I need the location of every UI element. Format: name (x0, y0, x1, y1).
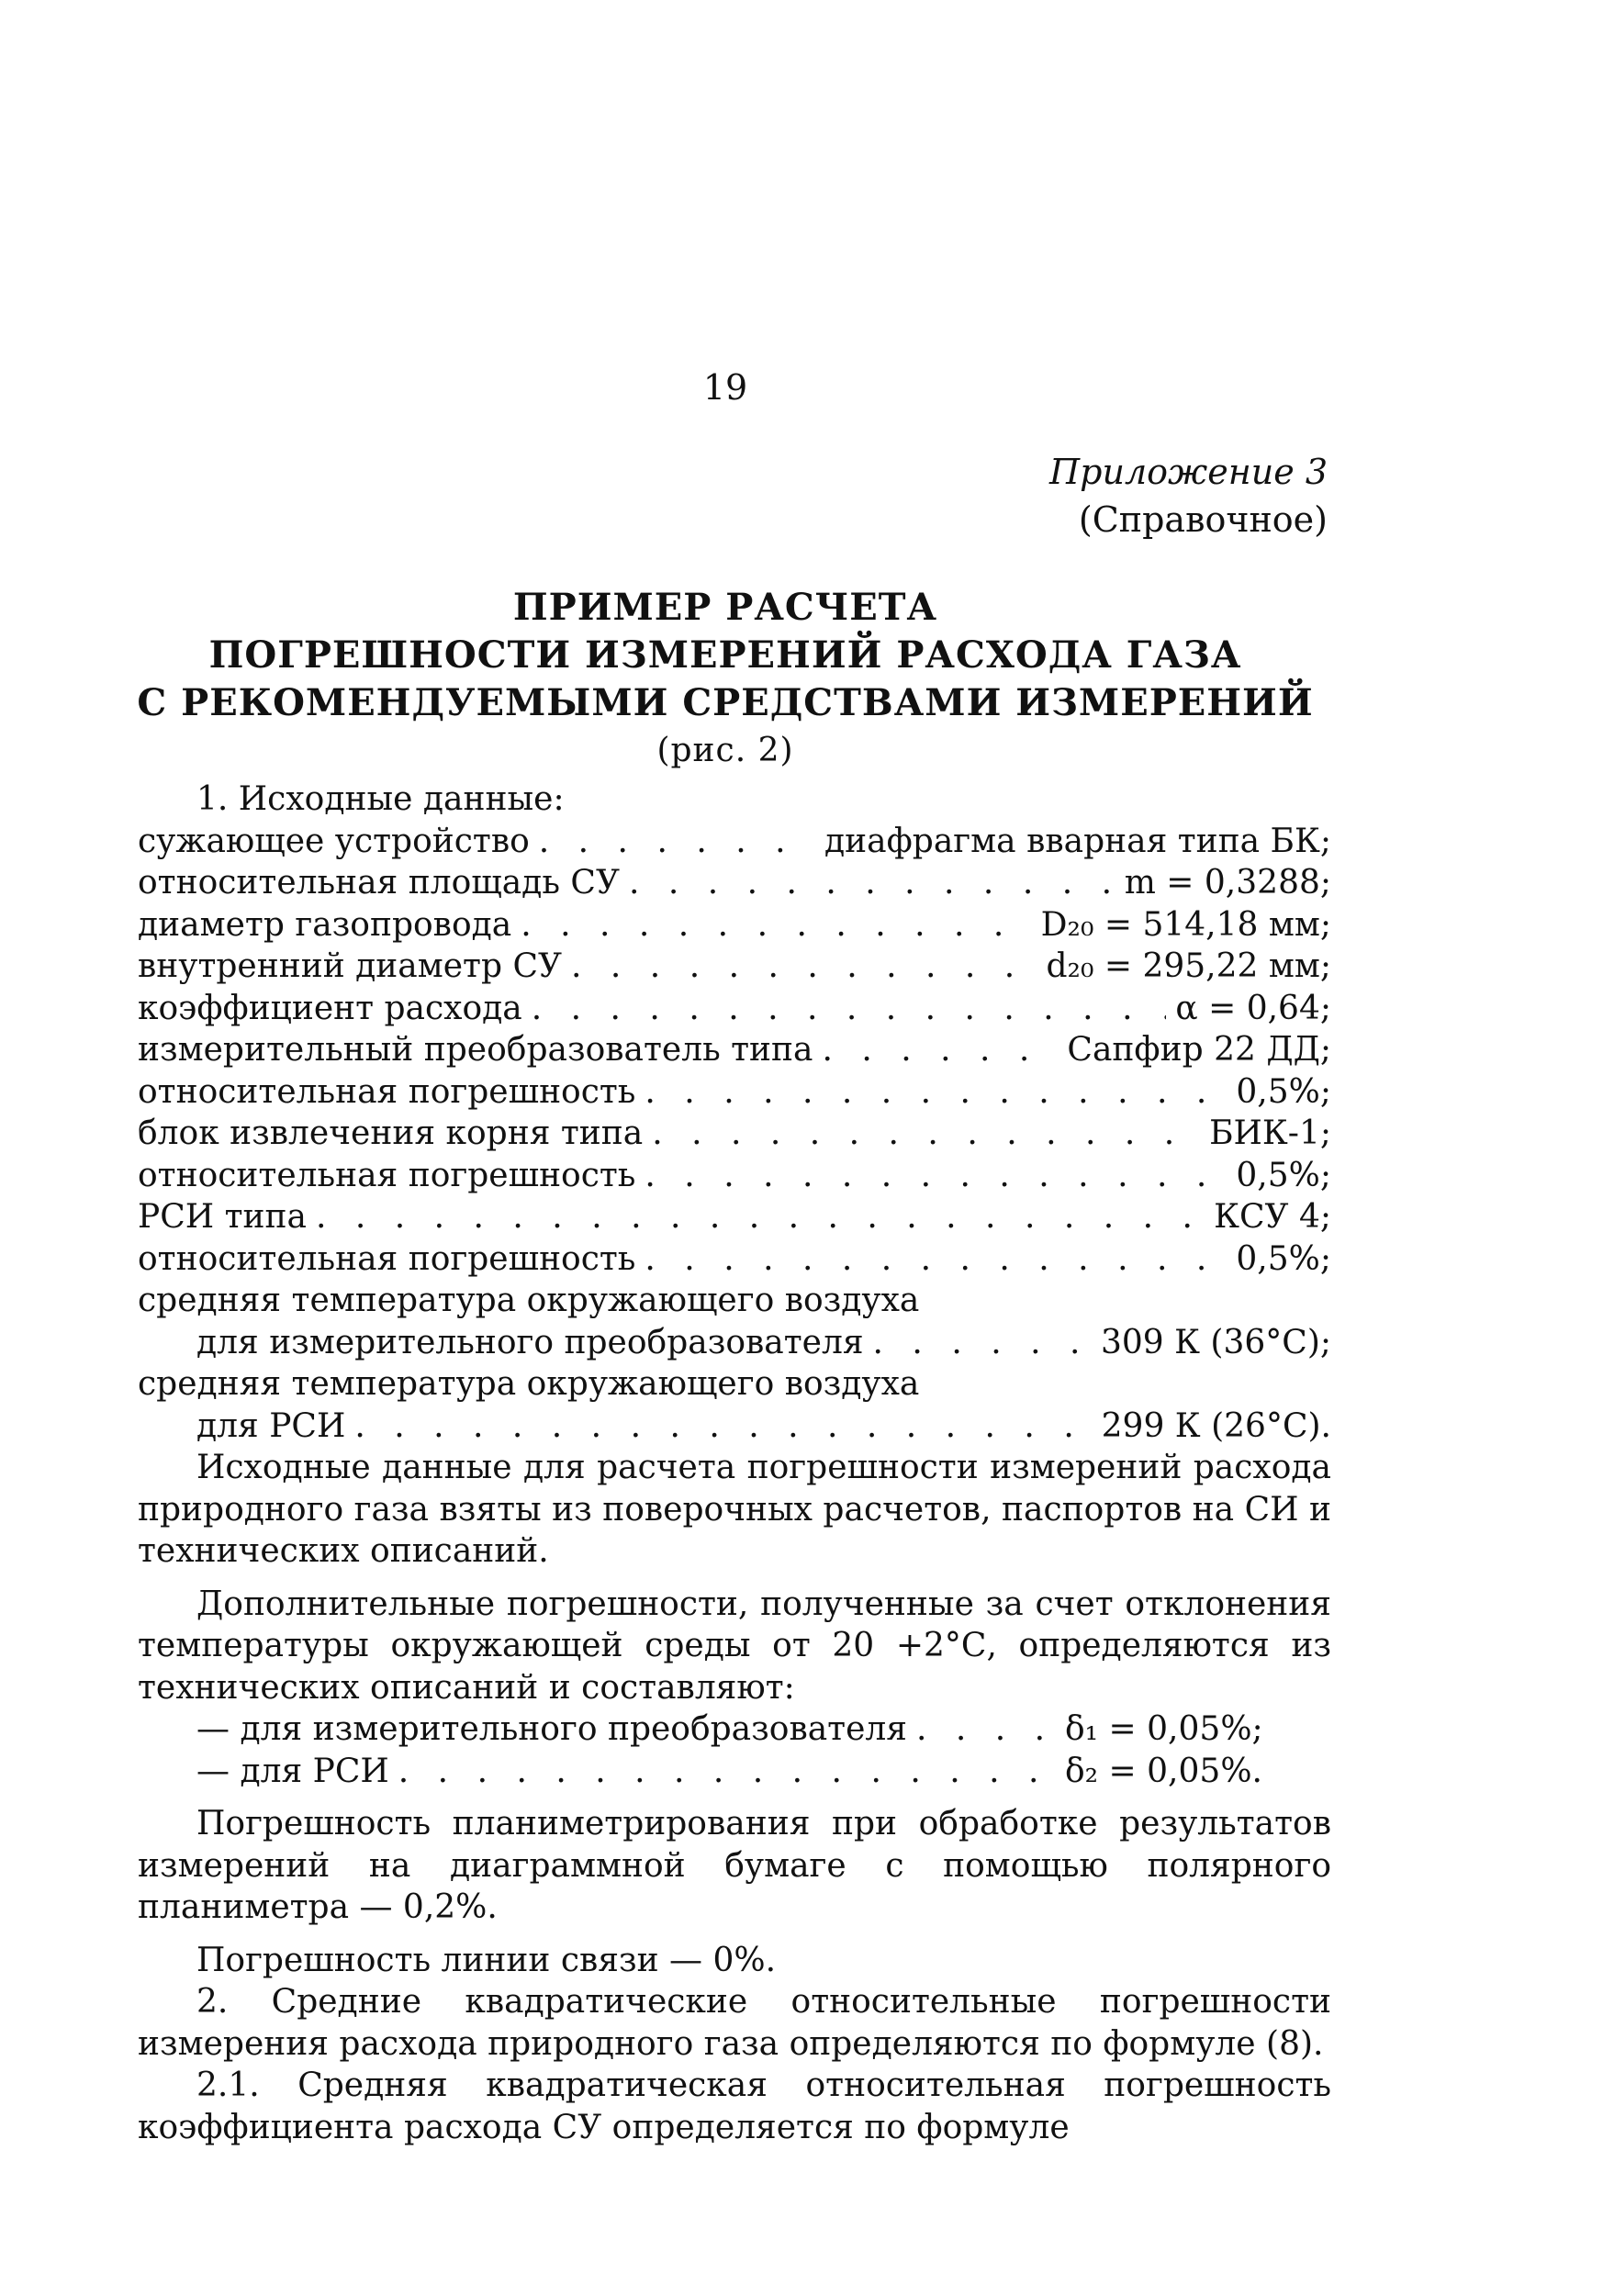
page-title (0, 584, 1451, 775)
leader-dots (652, 1113, 1200, 1155)
row-label: — для измерительного преобразователя (196, 1710, 907, 1748)
title-line-3: С РЕКОМЕНДУЕМЫМИ СРЕДСТВАМИ ИЗМЕРЕНИЙ (137, 681, 1314, 724)
appendix-subtitle: (Справочное) (1078, 499, 1328, 540)
row-label: относительная погрешность (138, 1239, 636, 1278)
row-label: сужающее устройство (138, 822, 530, 860)
leader-dots (354, 1406, 1092, 1448)
row-label: блок извлечения корня типа (138, 1114, 644, 1152)
additional-error-row (138, 1708, 1331, 1751)
row-label: измерительный преобразователь типа (138, 1031, 813, 1069)
paragraph-source-note: Исходные данные для расчета погрешности измерений расхода природного газа взяты из поверочных расчетов, паспортов на СИ и технических описаний. (138, 1449, 1331, 1570)
row-value: 309 К (36°С); (1100, 1323, 1331, 1361)
data-row (138, 946, 1331, 988)
source-data-list (138, 821, 1331, 1281)
leader-dots (873, 1322, 1092, 1364)
data-row (138, 1155, 1331, 1197)
page-number: 19 (702, 367, 748, 408)
row-value: d₂₀ = 295,22 мм; (1046, 947, 1331, 985)
row-value: 0,5%; (1236, 1156, 1331, 1194)
leader-dots (645, 1071, 1227, 1114)
leader-dots (539, 821, 815, 863)
data-row (138, 1113, 1331, 1155)
row-label: коэффициент расхода (138, 989, 522, 1027)
data-row (138, 1029, 1331, 1071)
row-label: относительная погрешность (138, 1072, 636, 1111)
data-row (138, 821, 1331, 863)
row-label: РСИ типа (138, 1198, 307, 1236)
data-row (138, 1238, 1331, 1281)
data-row (138, 862, 1331, 904)
row-value: 299 К (26°С). (1101, 1406, 1331, 1445)
row-value: Сапфир 22 ДД; (1067, 1031, 1331, 1069)
leader-dots (571, 946, 1037, 988)
data-row (138, 1071, 1331, 1114)
title-line-2: ПОГРЕШНОСТИ ИЗМЕРЕНИЙ РАСХОДА ГАЗА (208, 633, 1242, 677)
source-data-header: 1. Исходные данные: (196, 780, 565, 818)
appendix-label (1049, 448, 1328, 543)
temperature-heading-1: средняя температура окружающего воздуха (138, 1282, 920, 1319)
leader-dots (521, 904, 1031, 946)
data-row (138, 1196, 1331, 1238)
leader-dots (916, 1708, 1056, 1751)
figure-reference: (рис. 2) (656, 732, 794, 769)
document-body (138, 778, 1331, 2148)
row-label: — для РСИ (196, 1752, 389, 1790)
appendix-title: Приложение 3 (1049, 452, 1328, 492)
row-label: диаметр газопровода (138, 905, 512, 944)
leader-dots (629, 862, 1115, 904)
row-value: m = 0,3288; (1124, 864, 1331, 902)
leader-dots (316, 1196, 1205, 1238)
row-label: внутренний диаметр СУ (138, 947, 563, 985)
row-value: D₂₀ = 514,18 мм; (1040, 905, 1331, 944)
row-value: 0,5%; (1236, 1072, 1331, 1111)
leader-dots (645, 1155, 1227, 1197)
row-value: диафрагма вварная типа БК; (824, 822, 1331, 860)
paragraph-section-2-1: 2.1. Средняя квадратическая относительная погрешность коэффициента расхода СУ определяется по формуле (138, 2066, 1331, 2146)
additional-error-row (138, 1751, 1331, 1793)
row-value: 0,5%; (1236, 1239, 1331, 1278)
row-label: относительная погрешность (138, 1156, 636, 1194)
row-label: для РСИ (196, 1406, 346, 1445)
row-value: КСУ 4; (1214, 1198, 1331, 1236)
data-row (138, 1406, 1331, 1448)
leader-dots (645, 1238, 1227, 1281)
paragraph-planimetry: Погрешность планиметрирования при обработке результатов измерений на диаграммной бумаге с помощью полярного планиметра — 0,2%. (138, 1805, 1331, 1926)
data-row (138, 904, 1331, 946)
row-value: δ₁ = 0,05%; (1065, 1710, 1263, 1748)
row-label: относительная площадь СУ (138, 864, 620, 902)
row-value: БИК-1; (1209, 1114, 1331, 1152)
title-line-1: ПРИМЕР РАСЧЕТА (512, 586, 938, 629)
leader-dots (823, 1029, 1059, 1071)
row-value: α = 0,64; (1175, 989, 1331, 1027)
paragraph-section-2: 2. Средние квадратические относительные погрешности измерения расхода природного газа определяются по формуле (8). (138, 1983, 1331, 2063)
row-value: δ₂ = 0,05%. (1065, 1752, 1262, 1790)
leader-dots (398, 1751, 1056, 1793)
paragraph-additional-errors: Дополнительные погрешности, полученные за счет отклонения температуры окружающей среды от 20 +2°С, определяются из технических описаний и составляют: (138, 1585, 1331, 1707)
row-label: для измерительного преобразователя (196, 1323, 864, 1361)
leader-dots (532, 988, 1167, 1030)
temperature-heading-2: средняя температура окружающего воздуха (138, 1365, 920, 1403)
data-row (138, 988, 1331, 1030)
paragraph-line-error: Погрешность линии связи — 0%. (196, 1941, 777, 1979)
data-row (138, 1322, 1331, 1364)
